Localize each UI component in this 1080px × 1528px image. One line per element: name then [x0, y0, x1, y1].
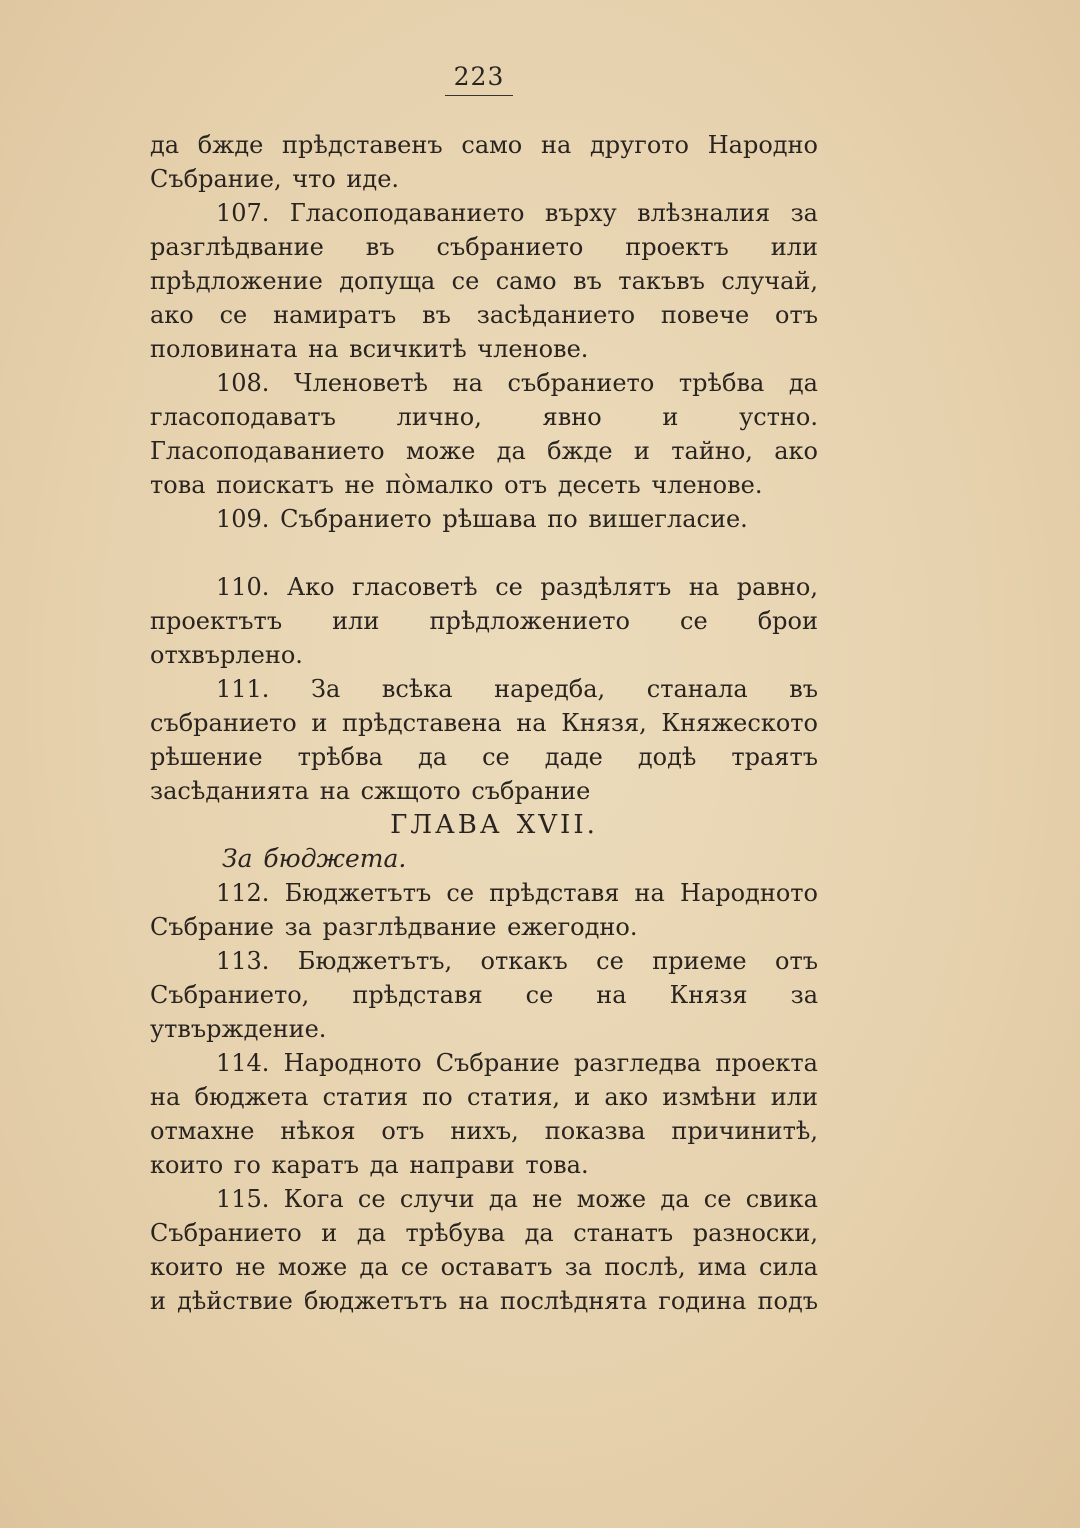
article-113: 113. Бюджетътъ, откакъ се приеме отъ Събранието, прѣдставя се на Князя за утвърждение.	[150, 947, 818, 1043]
article-109: 109. Събранието рѣшава по вишегласие.	[216, 505, 748, 533]
chapter-subtitle: За бюджета.	[222, 844, 407, 873]
article-107: 107. Гласоподаванието върху влѣзналия за разглѣдвание въ събранието проектъ или прѣдложение допуща се само въ такъвъ случай, ако се намиратъ въ засѣданието повече отъ половината на всичкитѣ членове.	[150, 199, 818, 363]
article-115: 115. Кога се случи да не може да се свика Събранието и да трѣбува да станатъ разноски, които не може да се оставатъ за послѣ, има сила и дѣйствие бюджетътъ на послѣднята година подъ	[150, 1185, 818, 1315]
chapter-title: ГЛАВА XVII.	[390, 810, 598, 840]
article-114: 114. Народното Събрание разгледва проекта на бюджета статия по статия, и ако измѣни или отмахне нѣкоя отъ нихъ, показва причинитѣ, които го каратъ да направи това.	[150, 1049, 818, 1179]
page-number: 223	[445, 62, 513, 96]
page-body	[150, 128, 818, 1318]
article-112: 112. Бюджетътъ се прѣдставя на Народното Събрание за разглѣдвание ежегодно.	[150, 879, 818, 941]
article-108: 108. Членоветѣ на събранието трѣбва да гласоподаватъ лично, явно и устно. Гласоподаванието може да бжде и тайно, ако това поискатъ не по̀малко отъ десеть членове.	[150, 369, 818, 499]
article-110: 110. Ако гласоветѣ се раздѣлятъ на равно, проектътъ или прѣдложението се брои отхвърлено.	[150, 573, 818, 669]
paragraph-continuation: да бжде прѣдставенъ само на другото Народно Събрание, что иде.	[150, 131, 818, 193]
article-111: 111. За всѣка наредба, станала въ събранието и прѣдставена на Князя, Княжеското рѣшение трѣбва да се даде додѣ траятъ засѣданията на сжщото събрание	[150, 675, 818, 805]
